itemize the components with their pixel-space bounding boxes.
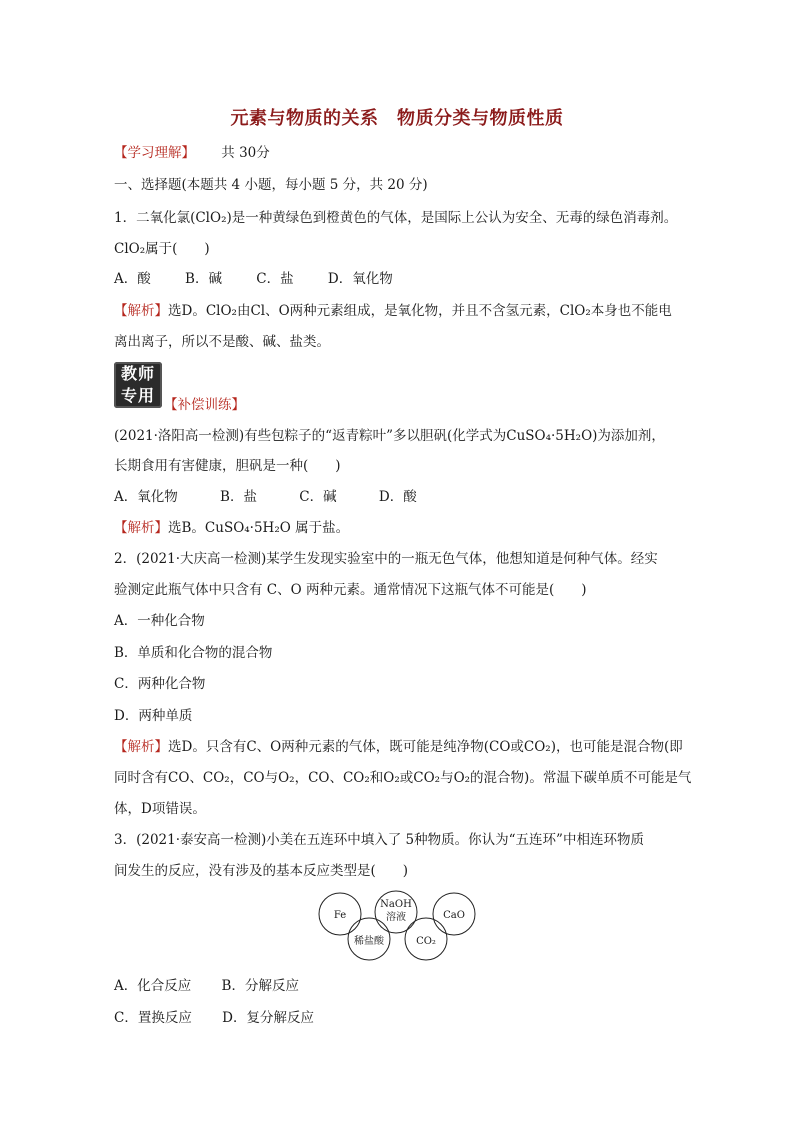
q1-analysis-text: 选D。ClO₂由Cl、O两种元素组成，是氧化物，并且不含氢元素，ClO₂本身也不能电 [168,303,672,319]
q2-stem-line1: 2．(2021·大庆高一检测)某学生发现实验室中的一瓶无色气体，他想知道是何种气体。经实 [114,551,658,567]
q2-analysis-line1 [114,737,683,757]
ring-label-hcl: 稀盐酸 [354,936,384,947]
q1-stem-line2: ClO₂属于( ) [114,241,210,257]
supplement-stem-line2: 长期食用有害健康，胆矾是一种( ) [114,458,341,474]
q2-option-b: B．单质和化合物的混合物 [114,645,273,661]
supplement-option-c: C．碱 [299,489,337,505]
q1-analysis-line2: 离出离子，所以不是酸、碱、盐类。 [114,334,330,350]
supplement-label-text: 【补偿训练】 [164,397,245,413]
analysis-label: 【解析】 [114,303,168,319]
badge-line1: 教师 [120,364,155,383]
q2-analysis-text: 选D。只含有C、O两种元素的气体，既可能是纯净物(CO或CO₂)，也可能是混合物(即 [168,739,683,755]
ring-label-naoh-solution: 溶液 [386,912,406,923]
q1-options [114,269,423,289]
supplement-analysis-text: 选B。CuSO₄·5H₂O 属于盐。 [168,520,350,536]
ring-label-cao: CaO [443,910,465,921]
q3-stem-line1: 3．(2021·泰安高一检测)小美在五连环中填入了 5种物质。你认为“五连环”中相连环物质 [114,832,644,848]
ring-label-naoh: NaOH [380,899,412,910]
q3-options-row2 [114,1008,344,1028]
part-heading: 一、选择题(本题共 4 小题，每小题 5 分，共 20 分) [114,177,428,193]
badge-line2: 专用 [120,386,155,405]
supplement-option-b: B．盐 [220,489,257,505]
analysis-label: 【解析】 [114,520,168,536]
q1-stem-line1: 1．二氧化氯(ClO₂)是一种黄绿色到橙黄色的气体，是国际上公认为安全、无毒的绿色消毒剂。 [114,210,678,226]
q2-stem-line2: 验测定此瓶气体中只含有 C、O 两种元素。通常情况下这瓶气体不可能是( ) [114,582,587,598]
q1-option-a: A．酸 [114,271,151,287]
q3-option-c: C．置换反应 [114,1010,192,1026]
supplement-analysis [114,518,349,538]
supplement-stem-line1: (2021·洛阳高一检测)有些包粽子的“返青粽叶”多以胆矾(化学式为CuSO₄·5H₂O)为添加剂， [114,428,665,444]
q1-option-c: C．盐 [256,271,294,287]
page-title: 元素与物质的关系 物质分类与物质性质 [230,108,564,129]
five-rings-diagram [316,888,482,964]
analysis-label: 【解析】 [114,739,168,755]
q3-options-row1 [114,976,329,996]
supplement-option-a: A．氧化物 [114,489,178,505]
q1-analysis-line1 [114,301,672,321]
section-header [114,143,270,163]
teacher-only-badge [114,362,162,408]
q3-stem-line2: 间发生的反应，没有涉及的基本反应类型是( ) [114,863,409,879]
q2-option-d: D．两种单质 [114,708,193,724]
q3-option-a: A．化合反应 [114,978,192,994]
q1-option-d: D．氧化物 [327,271,393,287]
q2-analysis-line3: 体，D项错误。 [114,801,206,817]
q1-option-b: B．碱 [185,271,222,287]
ring-label-co2: CO₂ [416,936,436,947]
ring-label-fe: Fe [333,910,347,921]
q3-option-d: D．复分解反应 [222,1010,314,1026]
section-label: 【学习理解】 [114,145,195,161]
q2-option-c: C．两种化合物 [114,676,206,692]
q3-option-b: B．分解反应 [221,978,299,994]
section-score: 共 30分 [221,145,270,161]
q2-analysis-line2: 同时含有CO、CO₂，CO与O₂，CO、CO₂和O₂或CO₂与O₂的混合物)。常温下碳单质不可能是气 [114,770,692,786]
supplement-label [164,395,245,415]
supplement-option-d: D．酸 [378,489,417,505]
supplement-options [114,487,447,507]
q2-option-a: A．一种化合物 [114,613,205,629]
